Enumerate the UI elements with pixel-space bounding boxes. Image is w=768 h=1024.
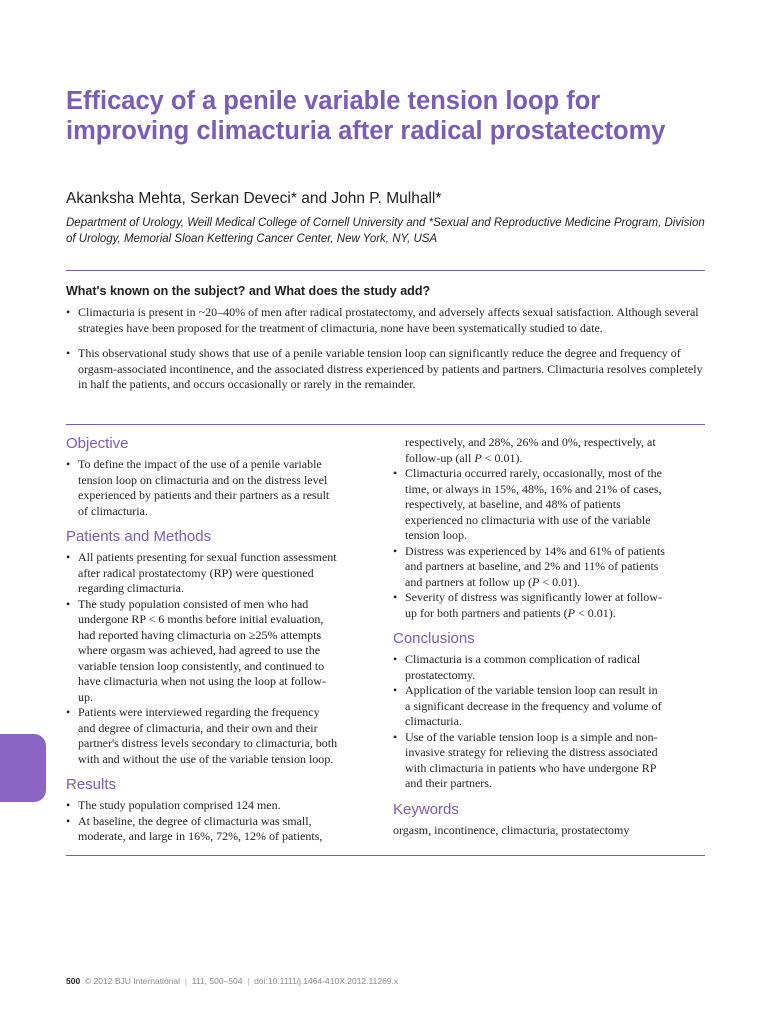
section-tab-marker bbox=[0, 734, 46, 802]
known-item: • This observational study shows that use of a penile variable tension loop can significantly reduce the degree and frequency of orgasm-associated incontinence, and the associated distress experienced by patients and partners. Climacturia resolves completely in half the patients, and occurs occasionally or rarely in the remainder. bbox=[66, 346, 706, 393]
abstract-left-column bbox=[66, 435, 338, 845]
methods-heading: Patients and Methods bbox=[66, 528, 212, 545]
author-list: Akanksha Mehta, Serkan Deveci* and John P. Mulhall* bbox=[66, 190, 442, 207]
keywords-text: orgasm, incontinence, climacturia, prostatectomy bbox=[393, 822, 630, 837]
page-number: 500 bbox=[66, 976, 81, 986]
objective-heading: Objective bbox=[66, 435, 129, 452]
objective-item: • To define the impact of the use of a penile variable tension loop on climacturia and on the distress level experienced by patients and their partners as a result of climacturia. bbox=[66, 457, 338, 519]
bottom-divider bbox=[66, 855, 705, 856]
methods-list bbox=[66, 550, 338, 767]
results-item: • At baseline, the degree of climacturia was small, moderate, and large in 16%, 72%, 12% of patients, bbox=[66, 814, 338, 845]
copyright-notice: © 2012 BJU International bbox=[84, 976, 181, 986]
conclusions-item: • Application of the variable tension loop can result in a significant decrease in the frequency and volume of climacturia. bbox=[393, 683, 665, 730]
affiliation: Department of Urology, Weill Medical College of Cornell University and *Sexual and Reproductive Medicine Program, Division of Urology, Memorial Sloan Kettering Cancer Center, New York, NY, USA bbox=[66, 217, 705, 245]
keywords-heading: Keywords bbox=[393, 800, 459, 818]
conclusions-item: • Climacturia is a common complication of radical prostatectomy. bbox=[393, 652, 665, 683]
results-list bbox=[66, 798, 338, 845]
methods-item: • Patients were interviewed regarding the frequency and degree of climacturia, and their own and their partner's distress levels secondary to climacturia, both with and without the use of the variable tension loop. bbox=[66, 705, 338, 767]
results-item: • Severity of distress was significantly lower at follow-up for both partners and patients (P < 0.01). bbox=[393, 590, 665, 621]
page-footer: 500 © 2012 BJU International | 111, 500–504 | doi:10.1111/j.1464-410X.2012.11269.x bbox=[66, 976, 399, 986]
results-item: • Climacturia occurred rarely, occasionally, most of the time, or always in 15%, 48%, 16% and 21% of cases, respectively, at baseline, and 48% of patients experienced no climacturia with use of the variable tension loop. bbox=[393, 466, 665, 544]
results-heading: Results bbox=[66, 776, 117, 793]
conclusions-item: • Use of the variable tension loop is a simple and non-invasive strategy for relieving the distress associated with climacturia in patients who have undergone RP and their partners. bbox=[393, 730, 665, 792]
top-divider bbox=[66, 270, 705, 271]
doi-link[interactable]: doi:10.1111/j.1464-410X.2012.11269.x bbox=[254, 976, 399, 986]
abstract-right-column bbox=[393, 435, 665, 838]
conclusions-heading: Conclusions bbox=[393, 630, 475, 647]
results-continuation: respectively, and 28%, 26% and 0%, respectively, at follow-up (all P < 0.01). bbox=[405, 435, 656, 465]
methods-item: • The study population consisted of men who had undergone RP < 6 months before initial evaluation, had reported having climacturia on ≥25% attempts where orgasm was achieved, had agreed to use the variable tension loop consistently, and continued to have climacturia when not using the loop at follow-up. bbox=[66, 597, 338, 706]
conclusions-list bbox=[393, 652, 665, 792]
results-item: • The study population comprised 124 men. bbox=[66, 798, 338, 814]
methods-item: • All patients presenting for sexual function assessment after radical prostatectomy (RP) were questioned regarding climacturia. bbox=[66, 550, 338, 597]
known-heading: What's known on the subject? and What does the study add? bbox=[66, 284, 431, 298]
results-list-continued bbox=[393, 466, 665, 621]
objective-list bbox=[66, 457, 338, 519]
volume-pages: 111, 500–504 bbox=[191, 976, 243, 986]
known-list bbox=[66, 305, 706, 403]
article-title: Efficacy of a penile variable tension loop for improving climacturia after radical prostatectomy bbox=[66, 87, 666, 145]
results-item: • Distress was experienced by 14% and 61% of patients and partners at baseline, and 2% and 11% of patients and partners at follow up (P < 0.01). bbox=[393, 544, 665, 591]
known-item: • Climacturia is present in ~20–40% of men after radical prostatectomy, and adversely affects sexual satisfaction. Although several strategies have been proposed for the treatment of climacturia, none have been systematically studied to date. bbox=[66, 305, 706, 336]
middle-divider bbox=[66, 424, 705, 425]
